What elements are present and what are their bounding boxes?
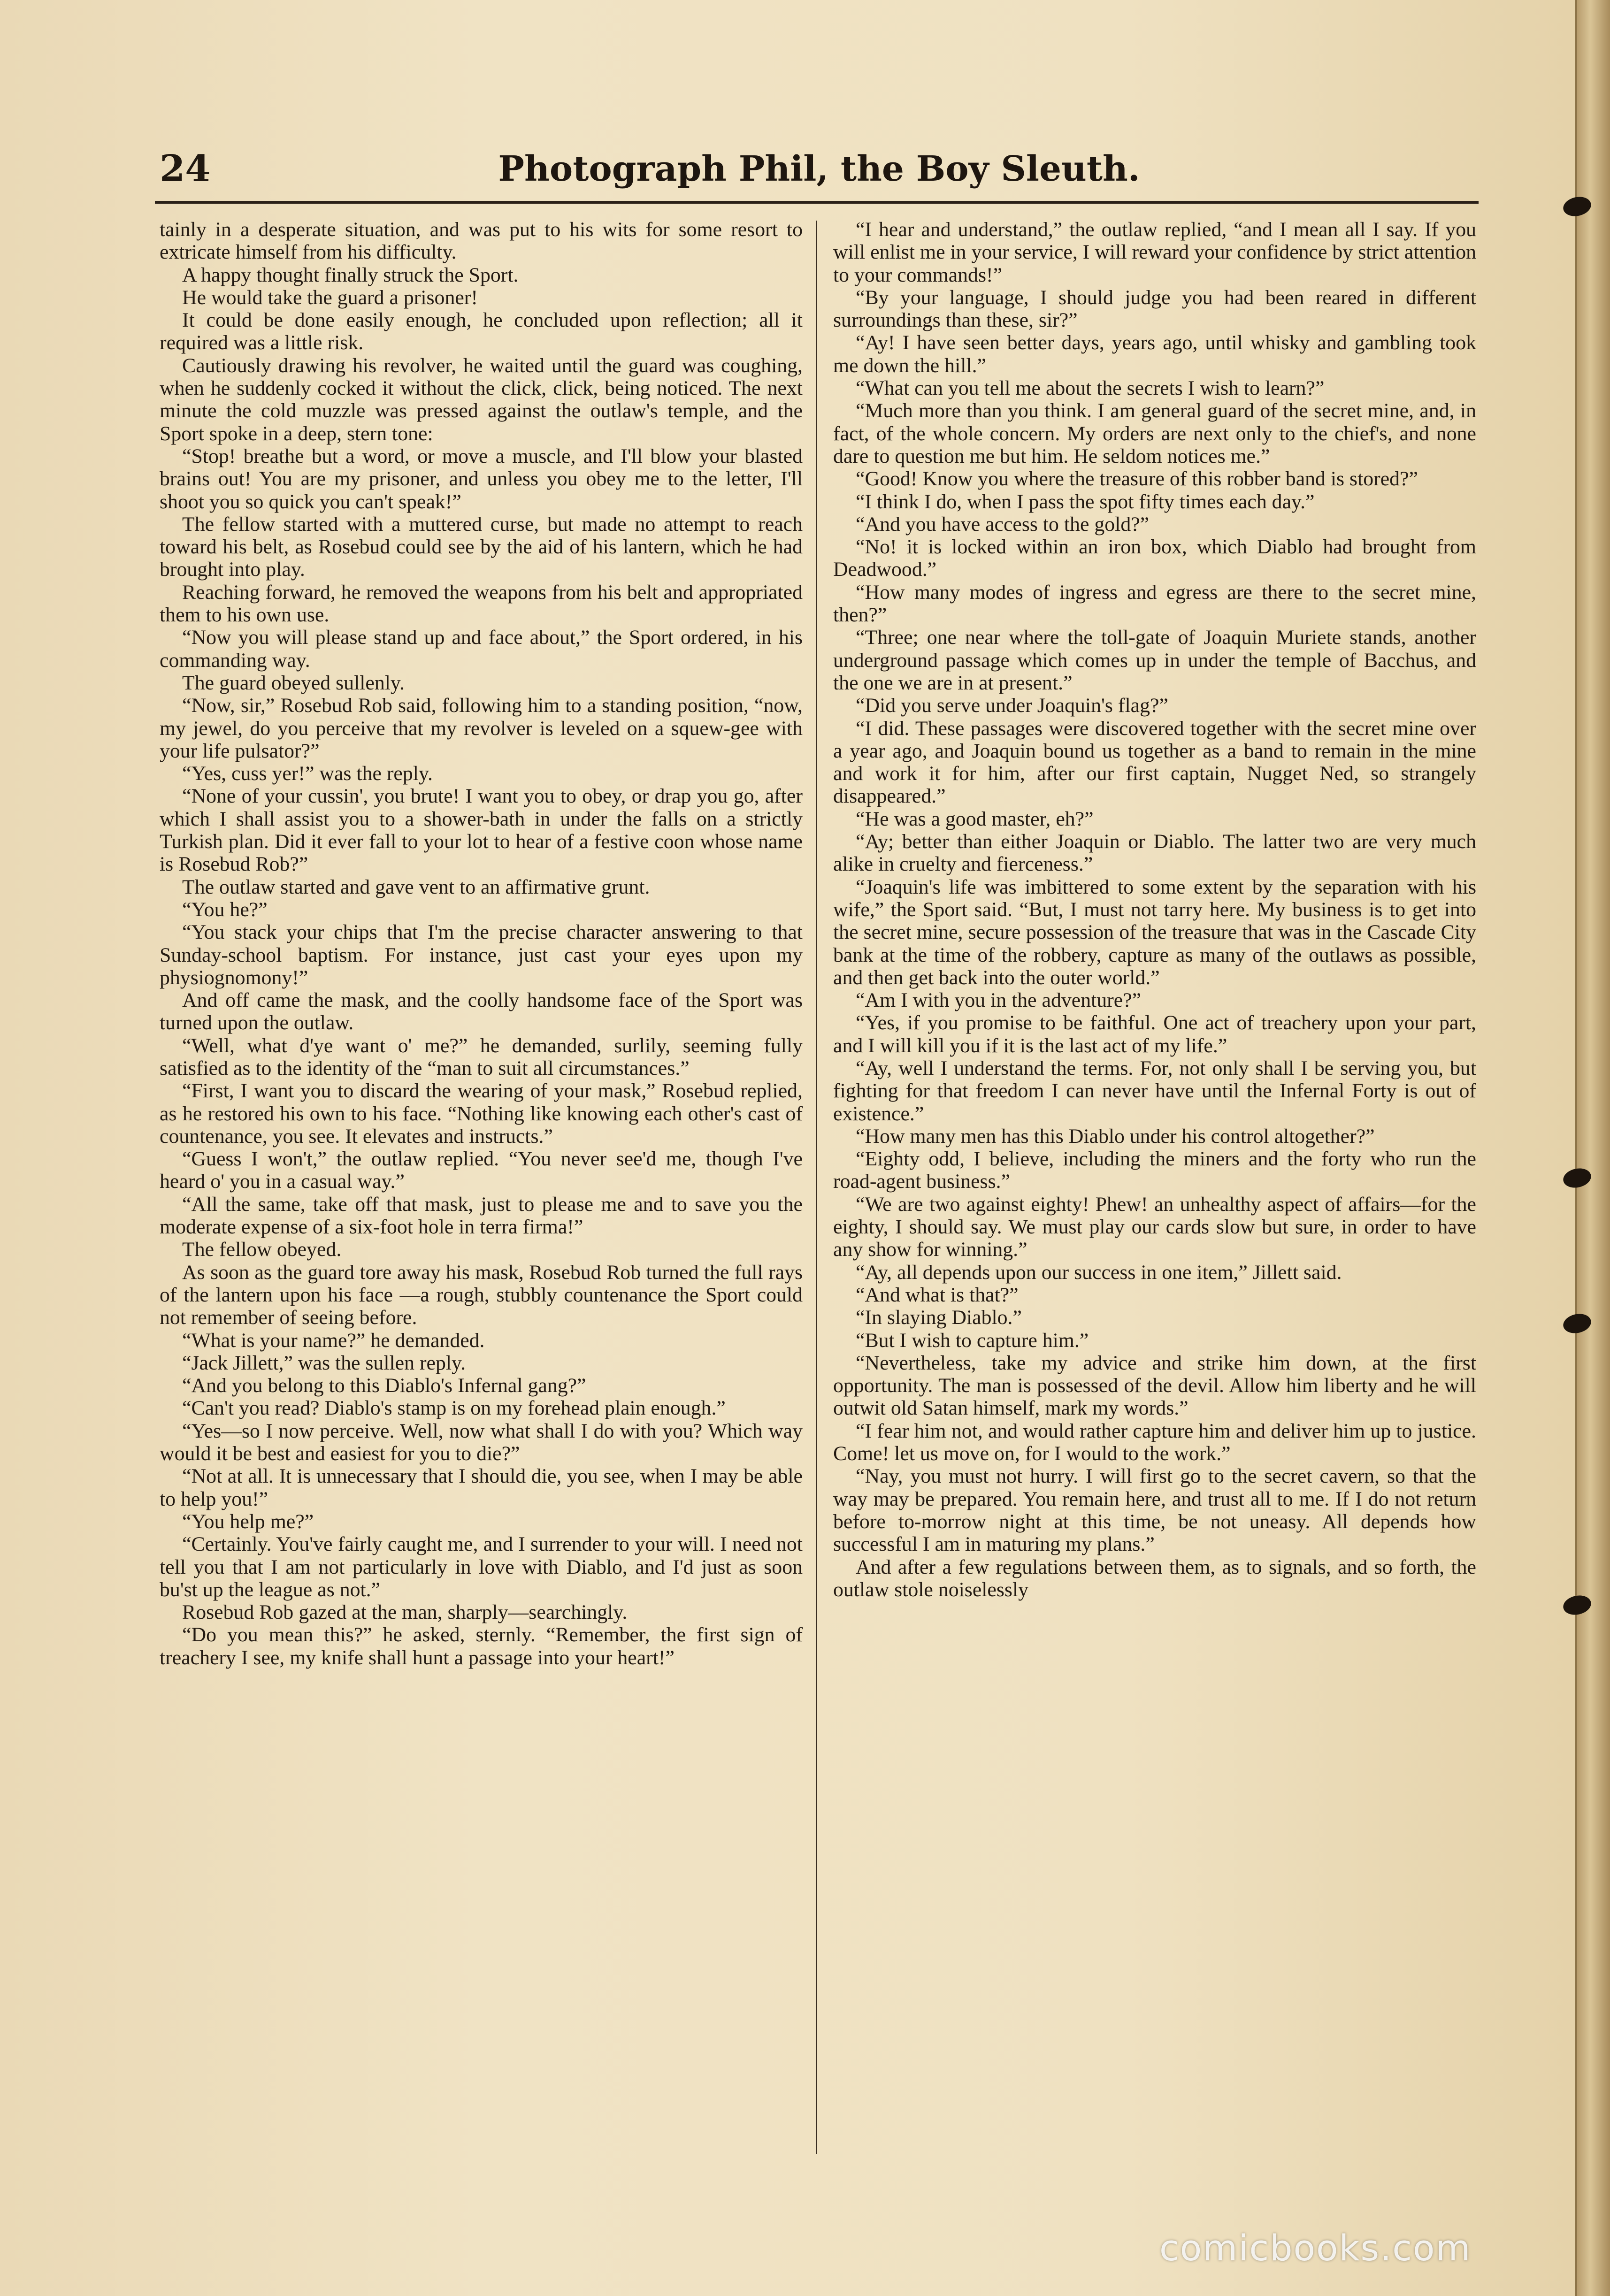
header-rule — [155, 201, 1479, 204]
text-paragraph: “Nevertheless, take my advice and strike him down, at the first opportunity. The man is possessed of the devil. Allow him liberty and he will outwit old Satan himself, mark my words.” — [833, 1351, 1476, 1420]
text-paragraph: “You stack your chips that I'm the precise character answering to that Sunday-school baptism. For instance, just cast your eyes upon my physiognomony!” — [160, 921, 803, 989]
text-paragraph: “And you belong to this Diablo's Infernal gang?” — [182, 1374, 586, 1397]
text-paragraph: “Now you will please stand up and face about,” the Sport ordered, in his commanding way. — [160, 626, 803, 672]
binding-spine — [1575, 0, 1610, 2296]
text-paragraph: “No! it is locked within an iron box, which Diablo had brought from Deadwood.” — [833, 536, 1476, 581]
running-title: Photograph Phil, the Boy Sleuth. — [498, 149, 1140, 189]
text-paragraph: “And you have access to the gold?” — [856, 513, 1150, 536]
right-text-column — [833, 218, 1476, 2159]
text-paragraph: He would take the guard a prisoner! — [182, 286, 478, 309]
text-paragraph: “What is your name?” he demanded. — [182, 1329, 485, 1352]
column-divider — [816, 221, 817, 2154]
text-paragraph: Rosebud Rob gazed at the man, sharply—searchingly. — [182, 1601, 628, 1624]
text-paragraph: Reaching forward, he removed the weapons from his belt and appropriated them to his own use. — [160, 581, 803, 627]
text-paragraph: “Ay! I have seen better days, years ago, until whisky and gambling took me down the hill.” — [833, 331, 1476, 377]
page-number: 24 — [160, 147, 211, 190]
text-paragraph: “I did. These passages were discovered together with the secret mine over a year ago, and Joaquin bound us together as a band to remain in the mine and work it for him, after our first captain, Nugget Ned, so strangely disappeared.” — [833, 717, 1476, 808]
text-paragraph: “Did you serve under Joaquin's flag?” — [856, 694, 1168, 717]
text-paragraph: “I hear and understand,” the outlaw replied, “and I mean all I say. If you will enlist me in your service, I will reward your confidence by strict attention to your commands!” — [833, 218, 1476, 286]
text-paragraph: “I fear him not, and would rather capture him and deliver him up to justice. Come! let us move on, for I would to the work.” — [833, 1419, 1476, 1465]
text-paragraph: It could be done easily enough, he concluded upon reflection; all it required was a little risk. — [160, 309, 803, 354]
text-paragraph: “Yes—so I now perceive. Well, now what shall I do with you? Which way would it be best and easiest for you to die?” — [160, 1419, 803, 1465]
text-paragraph: “None of your cussin', you brute! I want you to obey, or drap you go, after which I shall assist you to a shower-bath in under the falls on a strictly Turkish plan. Did it ever fall to your lot to hear of a festive coon whose name is Rosebud Rob?” — [160, 785, 803, 876]
text-paragraph: tainly in a desperate situation, and was put to his wits for some resort to extricate himself from his difficulty. — [160, 218, 803, 264]
text-paragraph: “Much more than you think. I am general guard of the secret mine, and, in fact, of the whole concern. My orders are next only to the chief's, and none dare to question me but him. He seldom notices me.” — [833, 399, 1476, 467]
text-paragraph: The fellow obeyed. — [182, 1238, 342, 1261]
text-paragraph: “Three; one near where the toll-gate of Joaquin Muriete stands, another underground passage which comes up in under the temple of Bacchus, and the one we are in at present.” — [833, 626, 1476, 694]
text-paragraph: “And what is that?” — [856, 1283, 1019, 1306]
text-paragraph: “Ay; better than either Joaquin or Diablo. The latter two are very much alike in cruelty and fierceness.” — [833, 830, 1476, 876]
text-paragraph: “Jack Jillett,” was the sullen reply. — [182, 1351, 466, 1374]
text-paragraph: The fellow started with a muttered curse, but made no attempt to reach toward his belt, as Rosebud could see by the aid of his lantern, which he had brought into play. — [160, 513, 803, 581]
text-paragraph: “Do you mean this?” he asked, sternly. “Remember, the first sign of treachery I see, my knife shall hunt a passage into your heart!” — [160, 1623, 803, 1669]
text-paragraph: “Good! Know you where the treasure of this robber band is stored?” — [856, 467, 1418, 490]
text-paragraph: “How many men has this Diablo under his control altogether?” — [856, 1125, 1375, 1148]
text-paragraph: “Guess I won't,” the outlaw replied. “You never see'd me, though I've heard o' you in a casual way.” — [160, 1148, 803, 1193]
text-paragraph: “How many modes of ingress and egress are there to the secret mine, then?” — [833, 581, 1476, 627]
text-paragraph: Cautiously drawing his revolver, he waited until the guard was coughing, when he suddenly cocked it without the click, click, being noticed. The next minute the cold muzzle was pressed against the outlaw's temple, and the Sport spoke in a deep, stern tone: — [160, 354, 803, 445]
text-paragraph: The guard obeyed sullenly. — [182, 671, 405, 694]
text-paragraph: “Now, sir,” Rosebud Rob said, following him to a standing position, “now, my jewel, do you perceive that my revolver is leveled on a squew-gee with your life pulsator?” — [160, 694, 803, 762]
text-paragraph: “You he?” — [182, 898, 268, 921]
text-paragraph: “Nay, you must not hurry. I will first go to the secret cavern, so that the way may be prepared. You remain here, and trust all to me. If I do not return before to-morrow night at this time, be not uneasy. All depends how successful I am in maturing my plans.” — [833, 1465, 1476, 1556]
text-paragraph: “You help me?” — [182, 1510, 314, 1533]
text-paragraph: “Certainly. You've fairly caught me, and I surrender to your will. I need not tell you that I am not particularly in love with Diablo, and I'd just as soon bu'st up the league as not.” — [160, 1533, 803, 1601]
left-text-column — [160, 218, 803, 2159]
text-paragraph: “All the same, take off that mask, just to please me and to save you the moderate expense of a six-foot hole in terra firma!” — [160, 1193, 803, 1239]
text-paragraph: “What can you tell me about the secrets I wish to learn?” — [856, 377, 1325, 400]
text-paragraph: “First, I want you to discard the wearing of your mask,” Rosebud replied, as he restored his own to his face. “Nothing like knowing each other's cast of countenance, you see. It elevates and instructs.” — [160, 1079, 803, 1148]
text-paragraph: As soon as the guard tore away his mask, Rosebud Rob turned the full rays of the lantern upon his face —a rough, stubbly countenance the Sport could not remember of seeing before. — [160, 1261, 803, 1329]
text-paragraph: “By your language, I should judge you had been reared in different surroundings than these, sir?” — [833, 286, 1476, 332]
text-paragraph: The outlaw started and gave vent to an affirmative grunt. — [182, 875, 650, 898]
text-paragraph: “Ay, well I understand the terms. For, not only shall I be serving you, but fighting for that freedom I can never have until the Infernal Forty is out of existence.” — [833, 1056, 1476, 1125]
text-paragraph: “We are two against eighty! Phew! an unhealthy aspect of affairs—for the eighty, I should say. We must play our cards slow but sure, in order to have any show for winning.” — [833, 1193, 1476, 1261]
text-paragraph: And off came the mask, and the coolly handsome face of the Sport was turned upon the outlaw. — [160, 989, 803, 1034]
text-paragraph: “Can't you read? Diablo's stamp is on my forehead plain enough.” — [182, 1397, 726, 1420]
text-paragraph: “I think I do, when I pass the spot fifty times each day.” — [856, 490, 1315, 513]
text-paragraph: “Am I with you in the adventure?” — [856, 989, 1142, 1012]
text-paragraph: “In slaying Diablo.” — [856, 1306, 1022, 1329]
text-paragraph: “Ay, all depends upon our success in one item,” Jillett said. — [856, 1261, 1342, 1284]
site-watermark: comicbooks.com — [1159, 2227, 1472, 2269]
text-paragraph: “Joaquin's life was imbittered to some extent by the separation with his wife,” the Sport said. “But, I must not tarry here. My business is to get into the secret mine, secure possession of the treasure that was in the Cascade City bank at the time of the robbery, capture as many of the outlaws as possible, and then get back into the outer world.” — [833, 875, 1476, 989]
text-paragraph: “Stop! breathe but a word, or move a muscle, and I'll blow your blasted brains out! You are my prisoner, and unless you obey me to the letter, I'll shoot you so quick you can't speak!” — [160, 444, 803, 513]
text-paragraph: “Not at all. It is unnecessary that I should die, you see, when I may be able to help you!” — [160, 1465, 803, 1510]
text-paragraph: “Eighty odd, I believe, including the miners and the forty who run the road-agent business.” — [833, 1148, 1476, 1193]
page-header — [160, 141, 1479, 197]
text-paragraph: “Yes, if you promise to be faithful. One act of treachery upon your part, and I will kill you if it is the last act of my life.” — [833, 1011, 1476, 1057]
text-paragraph: “He was a good master, eh?” — [856, 807, 1094, 830]
text-paragraph: And after a few regulations between them, as to signals, and so forth, the outlaw stole noiselessly — [833, 1555, 1476, 1601]
text-paragraph: A happy thought finally struck the Sport. — [182, 263, 519, 286]
text-paragraph: “But I wish to capture him.” — [856, 1329, 1089, 1352]
text-paragraph: “Well, what d'ye want o' me?” he demanded, surlily, seeming fully satisfied as to the identity of the “man to suit all circumstances.” — [160, 1034, 803, 1079]
text-paragraph: “Yes, cuss yer!” was the reply. — [182, 762, 433, 785]
